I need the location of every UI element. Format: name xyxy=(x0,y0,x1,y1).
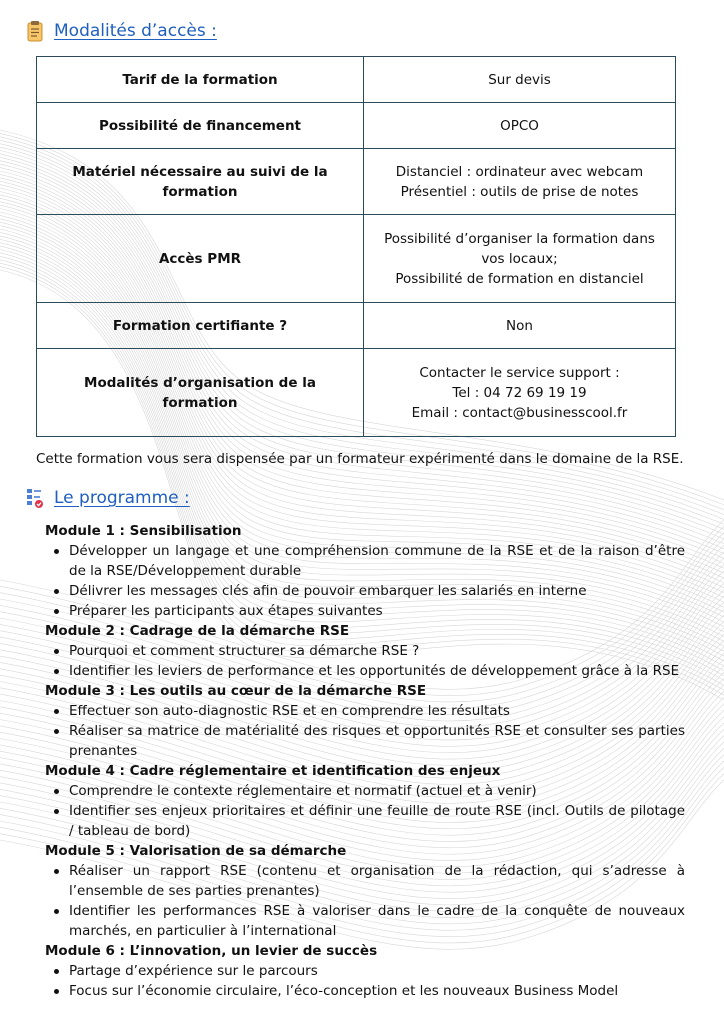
module-block xyxy=(45,941,685,1001)
module-block xyxy=(45,681,685,761)
list-item: Identifier ses enjeux prioritaires et définir une feuille de route RSE (incl. Outils de pilotage / tableau de bord) xyxy=(45,801,685,841)
access-table xyxy=(36,56,676,437)
module-block xyxy=(45,841,685,941)
list-item: Délivrer les messages clés afin de pouvoir embarquer les salariés en interne xyxy=(45,581,685,601)
list-item: Réaliser un rapport RSE (contenu et organisation de la rédaction, qui s’adresse à l’ensemble de ses parties prenantes) xyxy=(45,861,685,901)
row-value: Non xyxy=(364,303,676,349)
row-label: Matériel nécessaire au suivi de la formation xyxy=(37,149,364,215)
table-row xyxy=(37,215,676,303)
module-title: Module 4 : Cadre réglementaire et identification des enjeux xyxy=(45,763,501,779)
acces-title: Modalités d’accès : xyxy=(54,21,217,41)
checklist-icon xyxy=(26,487,44,509)
programme-title: Le programme : xyxy=(54,488,190,508)
row-label: Possibilité de financement xyxy=(37,103,364,149)
row-value: Sur devis xyxy=(364,57,676,103)
acces-section-header xyxy=(26,20,217,42)
module-title: Module 1 : Sensibilisation xyxy=(45,523,242,539)
module-block xyxy=(45,621,685,681)
list-item: Partage d’expérience sur le parcours xyxy=(45,961,685,981)
list-item: Focus sur l’économie circulaire, l’éco-conception et les nouveaux Business Model xyxy=(45,981,685,1001)
module-title: Module 6 : L’innovation, un levier de succès xyxy=(45,943,378,959)
list-item: Pourquoi et comment structurer sa démarche RSE ? xyxy=(45,641,685,661)
clipboard-icon xyxy=(26,20,44,42)
list-item: Identifier les performances RSE à valoriser dans le cadre de la conquête de nouveaux marchés, en particulier à l’international xyxy=(45,901,685,941)
table-row xyxy=(37,303,676,349)
row-label: Accès PMR xyxy=(37,215,364,303)
programme-section-header xyxy=(26,487,190,509)
list-item: Réaliser sa matrice de matérialité des risques et opportunités RSE et consulter ses parties prenantes xyxy=(45,721,685,761)
row-value: Possibilité d’organiser la formation dans vos locaux; Possibilité de formation en distanciel xyxy=(364,215,676,303)
table-row xyxy=(37,349,676,437)
module-block xyxy=(45,761,685,841)
row-label: Modalités d’organisation de la formation xyxy=(37,349,364,437)
module-title: Module 5 : Valorisation de sa démarche xyxy=(45,843,347,859)
list-item: Développer un langage et une compréhension commune de la RSE et de la raison d’être de la RSE/Développement durable xyxy=(45,541,685,581)
module-block xyxy=(45,521,685,621)
list-item: Effectuer son auto-diagnostic RSE et en comprendre les résultats xyxy=(45,701,685,721)
row-label: Formation certifiante ? xyxy=(37,303,364,349)
table-row xyxy=(37,149,676,215)
module-title: Module 3 : Les outils au cœur de la démarche RSE xyxy=(45,683,427,699)
list-item: Comprendre le contexte réglementaire et normatif (actuel et à venir) xyxy=(45,781,685,801)
row-value: Contacter le service support : Tel : 04 72 69 19 19 Email : contact@businesscool.fr xyxy=(364,349,676,437)
row-label: Tarif de la formation xyxy=(37,57,364,103)
trainer-note: Cette formation vous sera dispensée par un formateur expérimenté dans le domaine de la RSE. xyxy=(36,451,684,467)
row-value: OPCO xyxy=(364,103,676,149)
row-value: Distanciel : ordinateur avec webcam Présentiel : outils de prise de notes xyxy=(364,149,676,215)
table-row xyxy=(37,103,676,149)
list-item: Identifier les leviers de performance et les opportunités de développement grâce à la RSE xyxy=(45,661,685,681)
programme-list xyxy=(45,521,685,1001)
table-row xyxy=(37,57,676,103)
module-title: Module 2 : Cadrage de la démarche RSE xyxy=(45,623,350,639)
list-item: Préparer les participants aux étapes suivantes xyxy=(45,601,685,621)
